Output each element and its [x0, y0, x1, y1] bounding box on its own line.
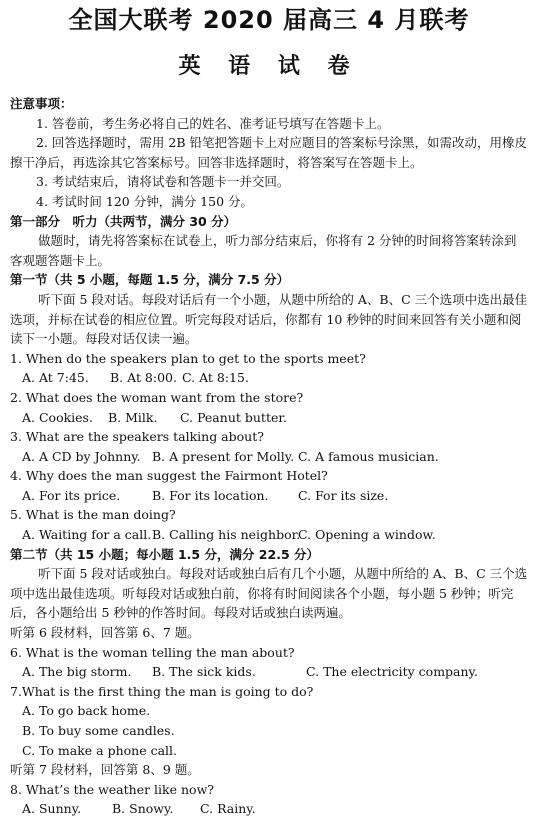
option-b: B. Snowy. — [112, 801, 174, 817]
question-3: 3. What are the speakers talking about? — [10, 429, 264, 445]
question-8: 8. What’s the weather like now? — [10, 781, 214, 797]
part1-heading: 第一部分 听力（共两节，满分 30 分） — [10, 213, 237, 229]
exam-title: 全国大联考 2020 届高三 4 月联考 — [68, 6, 470, 34]
notice-item-1: 1. 答卷前，考生务必将自己的姓名、准考证号填写在答题卡上。 — [36, 115, 390, 131]
option-a: A. To go back home. — [22, 703, 151, 719]
question-3-options — [10, 447, 528, 467]
material-6-label: 听第 6 段材料，回答第 6、7 题。 — [10, 625, 200, 641]
option-b: B. Calling his neighbor. — [152, 527, 301, 543]
option-a: A. Sunny. — [22, 801, 82, 817]
notice-item-2: 2. 回答选择题时，需用 2B 铅笔把答题卡上对应题目的答案标号涂黑，如需改动，用橡皮擦干净后，再选涂其它答案标号。回答非选择题时，将答案写在答题卡上。 — [10, 135, 527, 170]
question-1: 1. When do the speakers plan to get to the sports meet? — [10, 350, 366, 366]
option-b: B. The sick kids. — [152, 664, 256, 680]
question-6-options — [10, 662, 528, 682]
question-4: 4. Why does the man suggest the Fairmont Hotel? — [10, 468, 328, 484]
material-7-label: 听第 7 段材料，回答第 8、9 题。 — [10, 762, 200, 778]
notice-item-4: 4. 考试时间 120 分钟，满分 150 分。 — [36, 193, 254, 209]
question-4-options — [10, 486, 528, 506]
option-a: A. Cookies. — [22, 409, 93, 425]
option-c: C. For its size. — [298, 487, 389, 503]
option-c: C. Peanut butter. — [180, 409, 287, 425]
option-b: B. Milk. — [108, 409, 158, 425]
question-2: 2. What does the woman want from the store? — [10, 389, 304, 405]
notice-heading: 注意事项： — [10, 96, 73, 111]
question-5: 5. What is the man doing? — [10, 507, 176, 523]
option-b: B. To buy some candles. — [22, 723, 175, 738]
option-c: C. A famous musician. — [298, 448, 439, 464]
question-6: 6. What is the woman telling the man about? — [10, 644, 295, 660]
option-c: C. At 8:15. — [182, 370, 249, 386]
question-5-options — [10, 525, 528, 545]
option-c: C. The electricity company. — [306, 664, 478, 680]
exam-subject: 英 语 试 卷 — [178, 54, 360, 79]
option-a: A. For its price. — [22, 487, 121, 503]
option-a: A. At 7:45. — [22, 370, 89, 386]
option-a: A. Waiting for a call. — [22, 527, 152, 543]
question-8-options — [10, 799, 528, 819]
section2-instructions: 听下面 5 段对话或独白。每段对话或独白后有几个小题，从题中所给的 A、B、C 三个选项中选出最佳选项。听每段对话或独白前，你将有时间阅读各个小题，每小题 5 秒钟；听完后，各小题给出 5 秒钟的作答时间。每段对话或独白读两遍。 — [10, 566, 528, 621]
question-1-options — [10, 368, 528, 388]
question-7: 7.What is the first thing the man is going to do? — [10, 683, 314, 699]
option-a: A. The big storm. — [22, 664, 132, 680]
section1-instructions: 听下面 5 段对话。每段对话后有一个小题，从题中所给的 A、B、C 三个选项中选出最佳选项，并标在试卷的相应位置。听完每段对话后，你都有 10 秒钟的时间来回答有关小题和阅读下一小题。每段对话仅读一遍。 — [10, 291, 528, 347]
option-b: B. For its location. — [152, 487, 269, 503]
option-a: A. A CD by Johnny. — [22, 448, 141, 464]
option-b: B. At 8:00. — [110, 370, 177, 386]
section1-heading: 第一节（共 5 小题，每题 1.5 分，满分 7.5 分） — [10, 272, 290, 288]
question-2-options — [10, 408, 528, 428]
option-c: C. Opening a window. — [298, 527, 436, 543]
option-c: C. To make a phone call. — [22, 742, 178, 758]
notice-item-3: 3. 考试结束后，请将试卷和答题卡一并交回。 — [36, 174, 290, 190]
part1-instructions: 做题时，请先将答案标在试卷上，听力部分结束后，你将有 2 分钟的时间将答案转涂到客观题答题卡上。 — [10, 233, 517, 268]
option-b: B. A present for Molly. — [152, 448, 295, 464]
section2-heading: 第二节（共 15 小题；每小题 1.5 分，满分 22.5 分） — [10, 546, 319, 562]
option-c: C. Rainy. — [200, 801, 256, 817]
